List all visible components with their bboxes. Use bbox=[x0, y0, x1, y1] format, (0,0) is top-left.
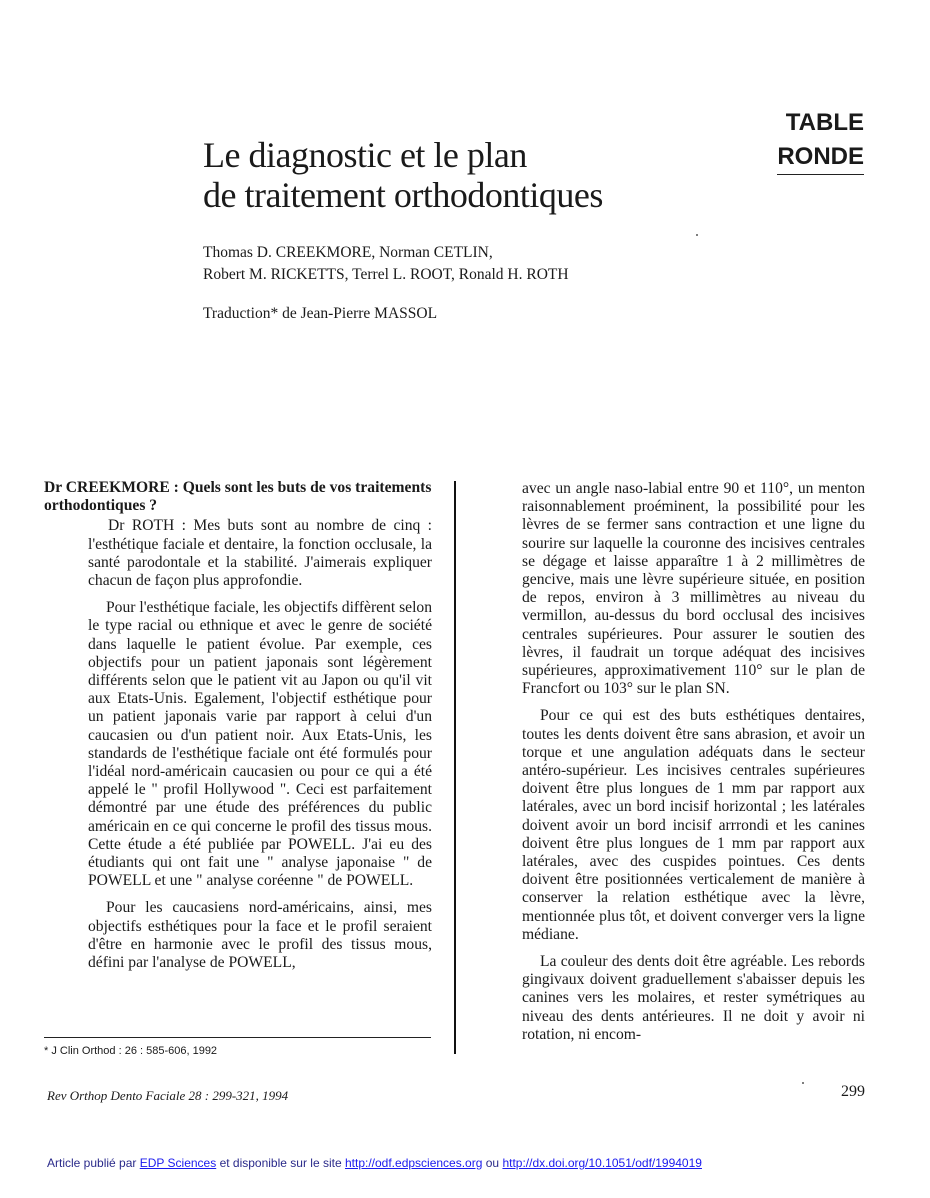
speck-mark bbox=[802, 1082, 804, 1084]
right-column bbox=[522, 480, 865, 1053]
question-heading: Dr CREEKMORE : Quels sont les buts de vos traitements orthodontiques ? bbox=[44, 479, 432, 515]
footnote-rule bbox=[44, 1037, 431, 1038]
section-label bbox=[768, 106, 864, 175]
notice-or: ou bbox=[485, 1156, 500, 1170]
answer-intro: Dr ROTH : Mes buts sont au nombre de cinq : l'esthétique faciale et dentaire, la fonction occlusale, la santé parodontale et la stabilité. J'aimerais expliquer chacun de façon plus approfondie. bbox=[88, 517, 432, 590]
page-number: 299 bbox=[841, 1083, 865, 1100]
left-column bbox=[44, 479, 432, 981]
section-label-line1: TABLE bbox=[785, 109, 864, 136]
publisher-notice bbox=[47, 1156, 702, 1170]
author-line-1: Thomas D. CREEKMORE, Norman CETLIN, bbox=[203, 244, 493, 261]
notice-prefix: Article publié par bbox=[47, 1156, 137, 1170]
footnote: * J Clin Orthod : 26 : 585-606, 1992 bbox=[44, 1045, 218, 1057]
publisher-link[interactable]: EDP Sciences bbox=[139, 1156, 217, 1170]
left-paragraph-2: Pour les caucasiens nord-américains, ainsi, mes objectifs esthétiques pour la face et le profil seraient d'être en harmonie avec le profil des tissus mous, défini par l'analyse de POWELL, bbox=[88, 899, 432, 972]
doi-link[interactable]: http://dx.doi.org/10.1051/odf/1994019 bbox=[502, 1156, 702, 1170]
translation-credit: Traduction* de Jean-Pierre MASSOL bbox=[203, 305, 438, 322]
right-paragraph-1: avec un angle naso-labial entre 90 et 110°, un menton raisonnablement proéminent, la possibilité pour les lèvres de se fermer sans contraction et une ligne du sourire sur laquelle la couronne des incisives centrales se dégage et laisse apparaître 1 à 2 millimètres de gencive, mais une lèvre supérieure située, en position de repos, environ à 3 millimètres au niveau du vermillon, au-dessus du bord occlusal des incisives centrales supérieures. Pour assurer le soutien des lèvres, il faudrait un torque adéquat des incisives supérieures, approximativement 110° sur le plan de Francfort ou 103° sur le plan SN. bbox=[522, 480, 865, 698]
article-title bbox=[203, 135, 603, 215]
author-line-2: Robert M. RICKETTS, Terrel L. ROOT, Ronald H. ROTH bbox=[203, 266, 569, 283]
article-title-line2: de traitement orthodontiques bbox=[203, 175, 603, 215]
article-title-line1: Le diagnostic et le plan bbox=[203, 135, 527, 175]
site-link[interactable]: http://odf.edpsciences.org bbox=[344, 1156, 483, 1170]
right-paragraph-3: La couleur des dents doit être agréable. Les rebords gingivaux doivent graduellement s'abaisser depuis les canines vers les molaires, et rester symétriques au niveau des dents antérieures. Il ne doit y avoir ni rotation, ni encom- bbox=[522, 953, 865, 1043]
journal-reference: Rev Orthop Dento Faciale 28 : 299-321, 1994 bbox=[47, 1088, 289, 1103]
author-list bbox=[203, 242, 569, 286]
speck-mark bbox=[696, 234, 698, 236]
notice-middle: et disponible sur le site bbox=[219, 1156, 342, 1170]
column-divider bbox=[454, 481, 456, 1054]
section-label-line2: RONDE bbox=[777, 140, 864, 175]
answer-block bbox=[88, 517, 432, 972]
left-paragraph-1: Pour l'esthétique faciale, les objectifs diffèrent selon le type racial ou ethnique et avec le genre de société dans laquelle le patient évolue. Par exemple, ces objectifs pour un patient japonais sont légèrement différents selon que le patient vit au Japon ou qu'il vit aux Etats-Unis. Egalement, l'objectif esthétique pour un patient japonais varie par rapport à celui d'un caucasien ou d'un patient noir. Aux Etats-Unis, les standards de l'esthétique faciale ont été formulés pour l'idéal nord-américain caucasien ou pour ce qui a été appelé le " profil Hollywood ". Ceci est parfaitement démontré par une étude des préférences du public américain en ce qui concerne le profil des tissus mous. Cette étude a été publiée par POWELL. J'ai eu des étudiants qui ont fait une " analyse japonaise " de POWELL et une " analyse coréenne " de POWELL. bbox=[88, 599, 432, 890]
right-paragraph-2: Pour ce qui est des buts esthétiques dentaires, toutes les dents doivent être sans abrasion, et avoir un torque et une angulation adéquats dans le secteur antéro-supérieur. Les incisives centrales supérieures doivent être plus longues de 1 mm par rapport aux latérales, avec un bord incisif horizontal ; les latérales doivent avoir un bord incisif arrrondi et les canines doivent être plus longues de 1 mm par rapport aux latérales, avec des cuspides pointues. Ces dents doivent être positionnées verticalement de manière à conserver la relation esthétique avec la lèvre, mentionnée plus tôt, et doivent converger vers la ligne médiane. bbox=[522, 707, 865, 943]
